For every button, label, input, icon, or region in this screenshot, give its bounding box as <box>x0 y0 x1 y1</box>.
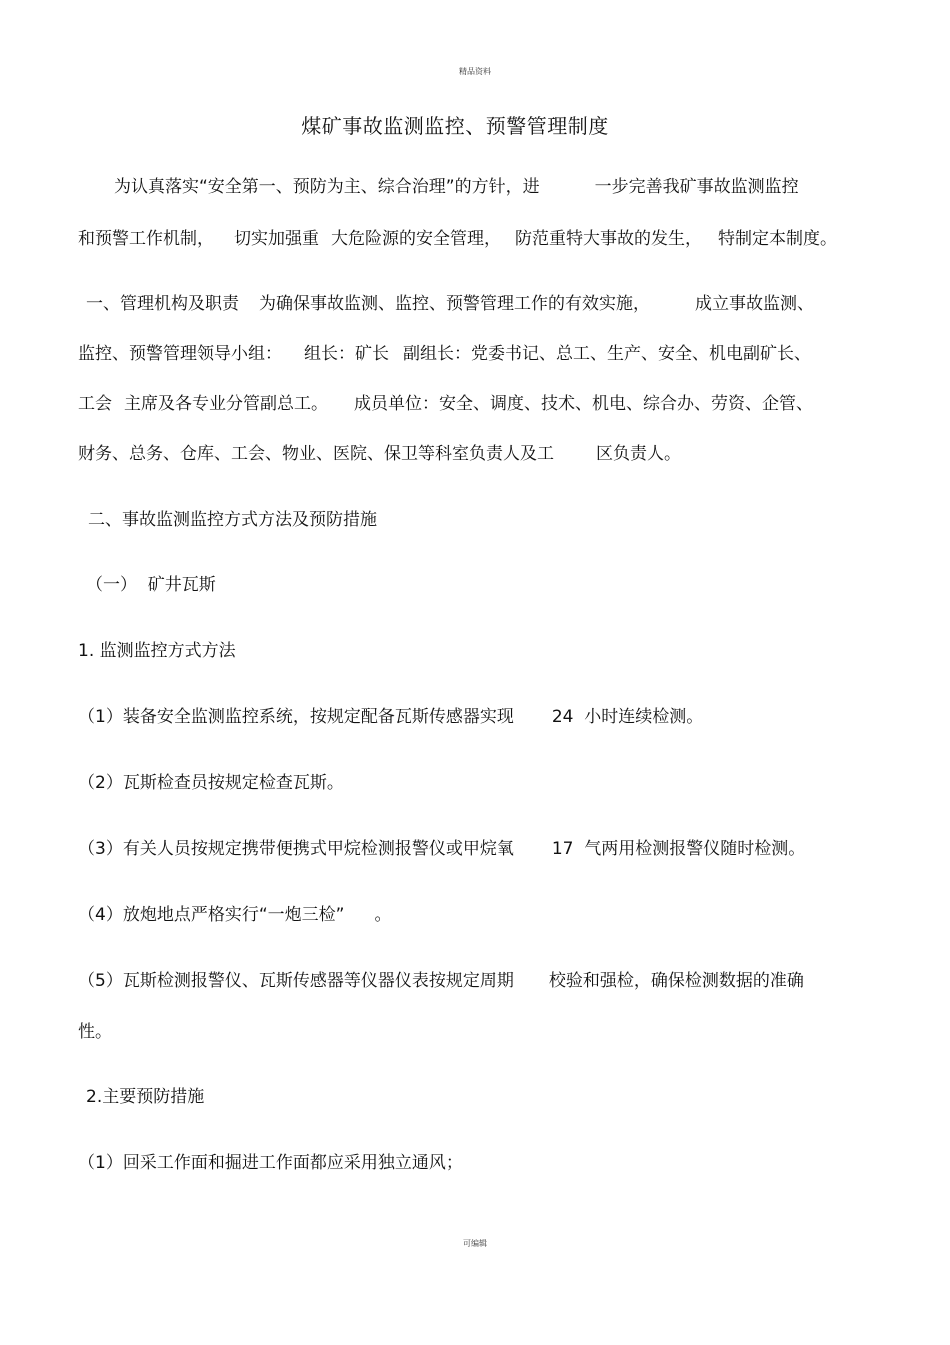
text-segment: （3）有关人员按规定携带便携式甲烷检测报警仪或甲烷氧 <box>78 839 514 859</box>
section-1-line-3 <box>78 392 813 416</box>
prevention-item-1: （1）回采工作面和掘进工作面都应采用独立通风； <box>78 1153 463 1173</box>
monitoring-methods-heading: 1. 监测监控方式方法 <box>78 641 236 661</box>
list-item-4 <box>78 903 391 927</box>
text-segment: 区负责人。 <box>596 444 681 464</box>
text-segment: 监控、预警管理领导小组： <box>78 344 282 364</box>
list-item-1 <box>78 705 703 729</box>
text-segment: 工会 <box>78 394 112 414</box>
subsection-gas-heading: （一） 矿井瓦斯 <box>86 575 216 595</box>
list-item-2: （2）瓦斯检查员按规定检查瓦斯。 <box>78 773 344 793</box>
text-segment: 和预警工作机制， <box>78 229 214 249</box>
text-segment: 校验和强检，确保检测数据的准确 <box>548 971 804 991</box>
text-segment: 成立事故监测、 <box>695 294 814 314</box>
text-segment: 组长：矿长 <box>304 344 389 364</box>
header-note: 精品资料 <box>459 67 491 76</box>
text-segment: 切实加强重 <box>234 229 319 249</box>
list-item-5 <box>78 969 804 993</box>
text-segment: 24 小时连续检测。 <box>551 707 704 727</box>
text-segment: （4）放炮地点严格实行“一炮三检” <box>78 905 345 925</box>
text-segment: 。 <box>374 905 392 925</box>
intro-line-1 <box>114 175 799 199</box>
text-segment: 大危险源的安全管理， <box>331 229 501 249</box>
text-segment: 一步完善我矿事故监测监控 <box>594 177 799 197</box>
section-1-line-1 <box>86 292 814 316</box>
section-2-heading: 二、事故监测监控方式方法及预防措施 <box>88 510 377 530</box>
section-1-line-2 <box>78 342 811 366</box>
text-segment: 防范重特大事故的发生， <box>515 229 702 249</box>
text-segment: 17 气两用检测报警仪随时检测。 <box>551 839 806 859</box>
text-segment: 副组长：党委书记、总工、生产、安全、机电副矿长、 <box>403 344 811 364</box>
text-segment: 财务、总务、仓库、工会、物业、医院、保卫等科室负责人及工 <box>78 444 554 464</box>
list-item-5-continued: 性。 <box>78 1022 112 1042</box>
text-segment: （5）瓦斯检测报警仪、瓦斯传感器等仪器仪表按规定周期 <box>78 971 514 991</box>
text-segment: 为认真落实“安全第一、预防为主、综合治理”的方针，进 <box>114 177 540 197</box>
text-segment: 成员单位：安全、调度、技术、机电、综合办、劳资、企管、 <box>354 394 813 414</box>
page-title: 煤矿事故监测监控、预警管理制度 <box>301 114 609 138</box>
text-segment: 主席及各专业分管副总工。 <box>124 394 328 414</box>
footer-note: 可编辑 <box>463 1239 487 1248</box>
text-segment: 为确保事故监测、监控、预警管理工作的有效实施， <box>259 294 650 314</box>
text-segment: （1）装备安全监测监控系统，按规定配备瓦斯传感器实现 <box>78 707 514 727</box>
text-segment: 一、管理机构及职责 <box>86 294 239 314</box>
list-item-3 <box>78 837 805 861</box>
section-1-line-4 <box>78 442 681 466</box>
prevention-heading: 2.主要预防措施 <box>86 1087 205 1107</box>
text-segment: 特制定本制度。 <box>718 229 837 249</box>
intro-line-2 <box>78 227 837 251</box>
